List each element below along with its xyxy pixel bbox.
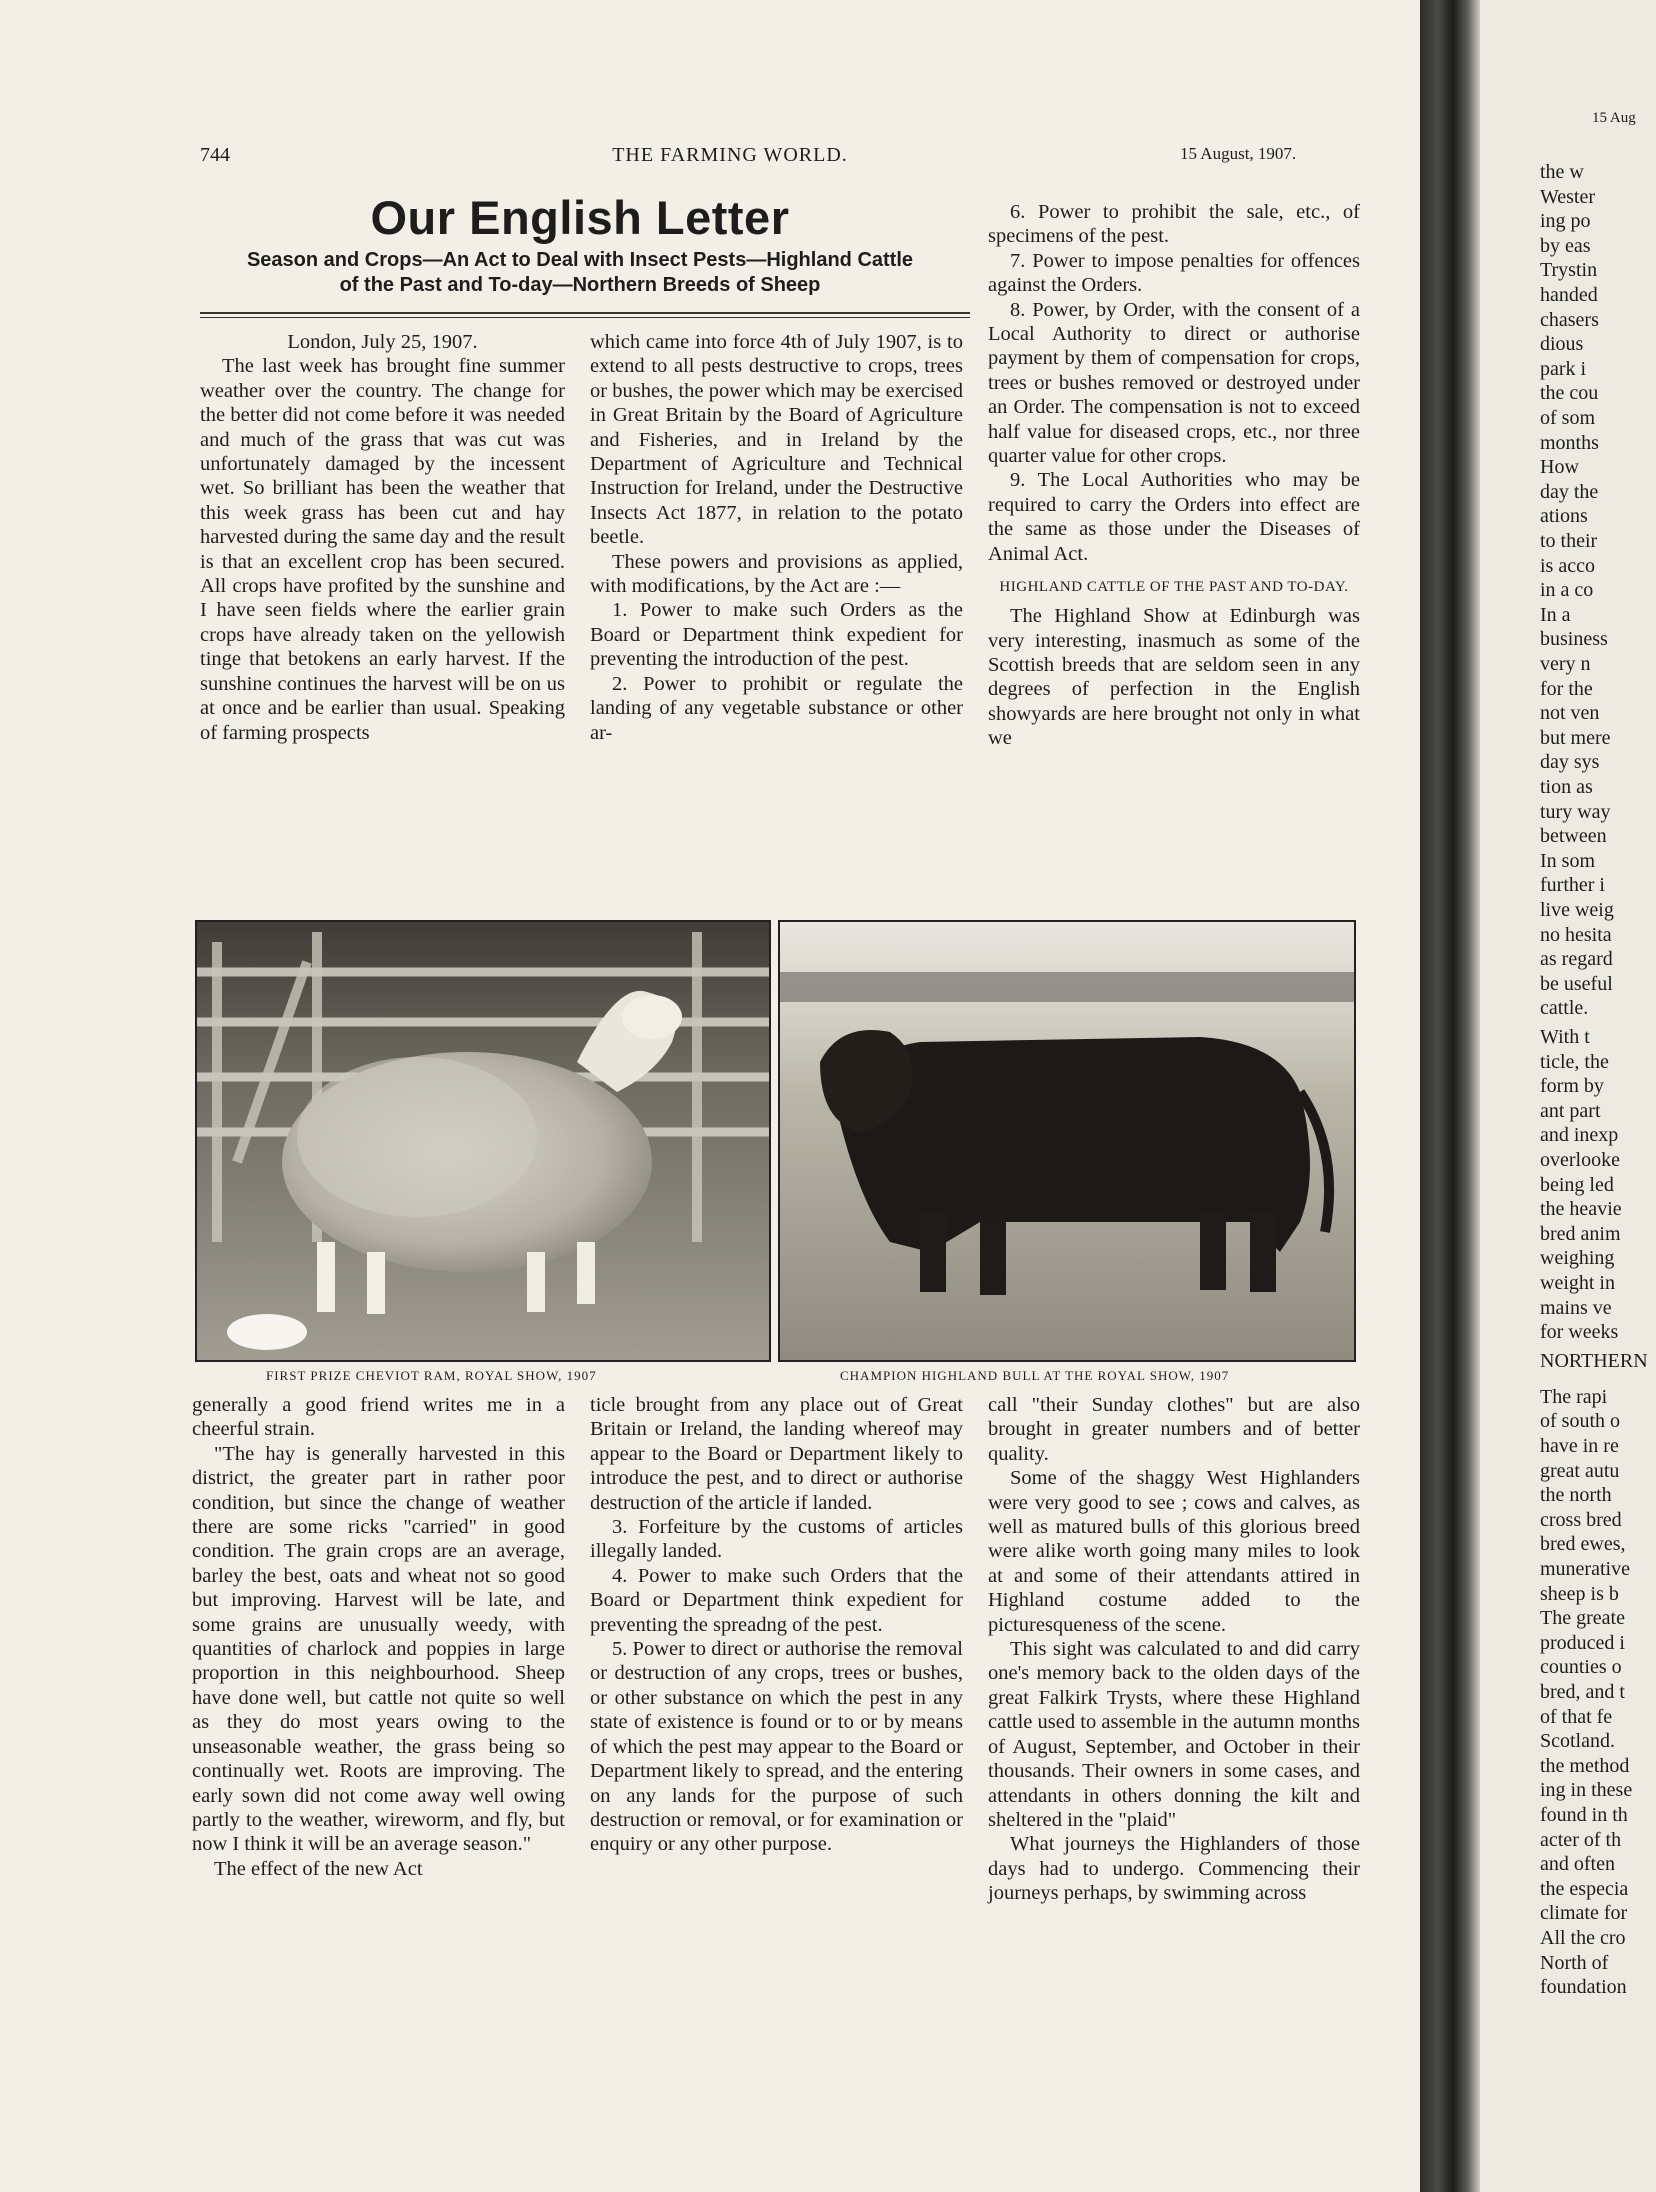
facing-page-line: to their (1540, 530, 1598, 552)
facing-page-line: climate for (1540, 1902, 1628, 1925)
facing-page-line: in a co (1540, 579, 1594, 602)
facing-page-line: cattle. (1540, 997, 1589, 1020)
paragraph: 4. Power to make such Orders that the Board or Department think expedient for preventing the spreadng of the pest. (590, 1564, 963, 1636)
paragraph: This sight was calculated to and did carry one's memory back to the olden days of the great Falkirk Trysts, where these Highland cattle used to assemble in the autumn months of August, September, and October in their thousands. Their owners in some cases, and attendants in others donning the kilt and sheltered in the "plaid" (988, 1638, 1360, 1831)
facing-page-line: The greate (1540, 1607, 1625, 1630)
paragraph: ticle brought from any place out of Great Britain or Ireland, the landing whereof may appear to the Board or Department likely to introduce the pest, and to direct or authorise destruction of the article if landed. (590, 1394, 963, 1514)
facing-page-line: the especia (1540, 1877, 1629, 1900)
paragraph: call "their Sunday clothes" but are also brought in greater numbers and of better quality. (988, 1394, 1360, 1465)
facing-page-line: by eas (1540, 234, 1591, 257)
facing-page-line: day the (1540, 480, 1599, 503)
facing-page-line: Trystin (1540, 259, 1598, 282)
facing-page-line: Scotland. (1540, 1730, 1615, 1753)
article-title: Our English Letter (370, 191, 790, 244)
running-title: THE FARMING WORLD. (612, 144, 848, 166)
facing-page-line: sheep is b (1540, 1582, 1619, 1605)
facing-page-line: weight in (1540, 1272, 1615, 1294)
facing-page-line: ticle, the (1540, 1050, 1609, 1073)
facing-page-line: live weig (1540, 899, 1614, 921)
article-subtitle (190, 248, 970, 298)
facing-page-line: The rapi (1540, 1385, 1608, 1408)
paragraph: 3. Forfeiture by the customs of articles illegally landed. (590, 1516, 963, 1563)
facing-page-line: ant part (1540, 1099, 1601, 1122)
paragraph: The effect of the new Act (214, 1857, 423, 1880)
cheviot-ram-photo (195, 920, 771, 1362)
cheviot-ram-image (197, 922, 769, 1360)
facing-page-line: between (1540, 825, 1607, 848)
facing-page-line: being led (1540, 1173, 1614, 1196)
paragraph: 1. Power to make such Orders as the Board or Department think expedient for preventing the introduction of the pest. (590, 599, 963, 671)
facing-page-line: overlooke (1540, 1149, 1620, 1171)
facing-page-line: and often (1540, 1853, 1615, 1876)
column-3-bottom (988, 1393, 1360, 1906)
paragraph: 7. Power to impose penalties for offences against the Orders. (988, 249, 1360, 297)
facing-page-line: munerative (1540, 1558, 1630, 1580)
facing-page-line: for the (1540, 677, 1593, 700)
subtitle-line-2: of the Past and To-day—Northern Breeds of Sheep (339, 274, 821, 296)
facing-page-line: cross bred (1540, 1508, 1622, 1531)
facing-page (1480, 0, 1656, 2192)
facing-page-line: foundation (1540, 1976, 1627, 1999)
paragraph: Some of the shaggy West Highlanders were very good to see ; cows and calves, as well as matured bulls of this glorious breed were alike worth going many miles to look at and some of their attendants attired in Highland costume added to the picturesqueness of the scene. (988, 1467, 1360, 1636)
facing-page-line: park i (1540, 357, 1587, 380)
facing-page-line: of som (1540, 407, 1595, 429)
facing-page-header: 15 Aug (1592, 110, 1636, 126)
facing-page-line: but mere (1540, 726, 1611, 749)
facing-page-line: day sys (1540, 751, 1600, 774)
facing-page-line: the w (1540, 161, 1584, 183)
facing-page-line: bred, and t (1540, 1681, 1625, 1703)
facing-page-line: months (1540, 431, 1599, 454)
facing-page-line: ing po (1540, 210, 1591, 233)
facing-page-line: very n (1540, 653, 1591, 675)
facing-page-line: handed (1540, 284, 1598, 306)
facing-page-line: the north (1540, 1484, 1612, 1507)
facing-page-line: is acco (1540, 554, 1595, 577)
column-2-top (590, 330, 963, 745)
paragraph: "The hay is generally harvested in this district, the greater part in rather poor condition, but since the change of weather there are some ricks "carried" in good condition. The grain crops are an average, barley the best, oats and wheat not so good but improving. Harvest will be late, and some grains are unusually weedy, with quantities of charlock and poppies in large proportion in this neighbourhood. Sheep have done well, but cattle not quite so well as they do most years owing to the unseasonable weather, the grass being so continually wet. Roots are improving. The early sown did not come away well owing partly to the weather, wireworm, and fly, but now I think it will be an average season." (192, 1442, 565, 1856)
facing-page-line: dious (1540, 333, 1584, 356)
dateline: London, July 25, 1907. (287, 331, 478, 353)
facing-page-line: tion as (1540, 776, 1593, 798)
paragraph: generally a good friend writes me in a cheerful strain. (192, 1394, 565, 1441)
paragraph: 6. Power to prohibit the sale, etc., of specimens of the pest. (988, 201, 1360, 248)
facing-page-line: be useful (1540, 972, 1613, 995)
facing-page-line: How (1540, 456, 1579, 479)
facing-page-line: weighing (1540, 1247, 1615, 1270)
facing-page-line: chasers (1540, 308, 1599, 331)
facing-page-line: form by (1540, 1075, 1604, 1098)
facing-page-line: found in th (1540, 1804, 1628, 1826)
highland-bull-photo (778, 920, 1356, 1362)
facing-page-line: and inexp (1540, 1124, 1619, 1147)
facing-page-line: tury way (1540, 800, 1611, 823)
paragraph: These powers and provisions as applied, with modifications, by the Act are :— (590, 550, 963, 598)
book-gutter (1420, 0, 1480, 2192)
facing-page-line: ations (1540, 505, 1588, 528)
facing-page-line: North of (1540, 1951, 1609, 1974)
facing-page-line: for weeks (1540, 1321, 1619, 1344)
paragraph: 9. The Local Authorities who may be required to carry the Orders into effect are the same as those under the Diseases of Animal Act. (988, 469, 1360, 565)
facing-page-line: of that fe (1540, 1705, 1613, 1728)
facing-page-line: In a (1540, 603, 1571, 626)
facing-page-line: ing in these (1540, 1779, 1633, 1802)
facing-page-line: counties o (1540, 1656, 1622, 1679)
facing-page-line: the cou (1540, 382, 1599, 405)
facing-page-line: of south o (1540, 1410, 1620, 1433)
subtitle-line-1: Season and Crops—An Act to Deal with Insect Pests—Highland Cattle (246, 249, 914, 271)
caption-cheviot-ram: FIRST PRIZE CHEVIOT RAM, ROYAL SHOW, 1907 (266, 1368, 597, 1383)
facing-page-line: mains ve (1540, 1296, 1612, 1319)
facing-page-line: NORTHERN (1540, 1349, 1648, 1372)
facing-page-line: further i (1540, 874, 1605, 897)
facing-page-line: business (1540, 628, 1608, 651)
facing-page-line: With t (1540, 1026, 1590, 1048)
facing-page-line: no hesita (1540, 923, 1612, 946)
facing-page-line: Wester (1540, 185, 1596, 208)
paragraph: What journeys the Highlanders of those days had to undergo. Commencing their journeys perhaps, by swimming across (988, 1833, 1360, 1905)
facing-page-line: All the cro (1540, 1927, 1626, 1949)
facing-page-line: the heavie (1540, 1198, 1622, 1221)
facing-page-line: bred anim (1540, 1222, 1621, 1245)
paragraph: 2. Power to prohibit or regulate the landing of any vegetable substance or other ar- (590, 672, 963, 744)
facing-page-line: as regard (1540, 948, 1613, 971)
facing-page-line: acter of th (1540, 1828, 1622, 1851)
facing-page-line: produced i (1540, 1631, 1625, 1654)
facing-page-line: bred ewes, (1540, 1533, 1626, 1556)
facing-page-line: In som (1540, 849, 1595, 872)
caption-highland-bull: CHAMPION HIGHLAND BULL AT THE ROYAL SHOW, 1907 (840, 1368, 1230, 1383)
facing-page-line: great autu (1540, 1459, 1620, 1482)
column-2-bottom (590, 1393, 963, 1857)
column-3-top (988, 200, 1360, 751)
facing-page-line: have in re (1540, 1435, 1619, 1457)
facing-page-line: the method (1540, 1754, 1630, 1777)
paragraph: The last week has brought fine summer weather over the country. The change for the better did not come before it was needed and much of the grass that was cut was unfortunately damaged by the incessent wet. So brilliant has been the weather that this week grass has been cut and hay harvested during the same day and the result is that an excellent crop has been secured. All crops have profited by the sunshine and I have seen fields where the earlier grain crops have already taken on the yellowish tinge that betokens an early harvest. If the sunshine continues the harvest will be on us at once and be earlier than usual. Speaking of farming prospects (200, 355, 565, 744)
title-rule-bottom (200, 317, 970, 318)
column-1-bottom (192, 1393, 565, 1881)
facing-page-line: not ven (1540, 702, 1600, 725)
column-1-top (200, 330, 565, 745)
section-heading: HIGHLAND CATTLE OF THE PAST AND TO-DAY. (999, 579, 1349, 596)
issue-date: 15 August, 1907. (1180, 144, 1297, 163)
page-number: 744 (200, 144, 230, 166)
paragraph: 5. Power to direct or authorise the removal or destruction of any crops, trees or bushes, or other substance on which the pest in any state of existence is found or to or by means of which the pest may appear to the Board or Department likely to spread, and the entering on any lands for the purpose of such destruction or removal, or for examination or enquiry or any other purpose. (590, 1638, 963, 1856)
paragraph: The Highland Show at Edinburgh was very interesting, inasmuch as some of the Scottish breeds that are seldom seen in any degrees of perfection in the English showyards are here brought not only in what we (988, 605, 1360, 750)
highland-bull-image (780, 922, 1354, 1360)
paragraph: which came into force 4th of July 1907, is to extend to all pests destructive to crops, trees or bushes, the power which may be exercised in Great Britain by the Board of Agriculture and Fisheries, and in Ireland by the Department of Agriculture and Technical Instruction for Ireland, under the Destructive Insects Act 1877, in relation to the potato beetle. (590, 331, 963, 549)
title-rule-top (200, 312, 970, 314)
paragraph: 8. Power, by Order, with the consent of a Local Authority to direct or authorise payment by them of compensation for crops, trees or bushes removed or destroyed under an Order. The compensation is not to exceed half value for diseased crops, etc., nor three quarter value for other crops. (988, 298, 1360, 468)
